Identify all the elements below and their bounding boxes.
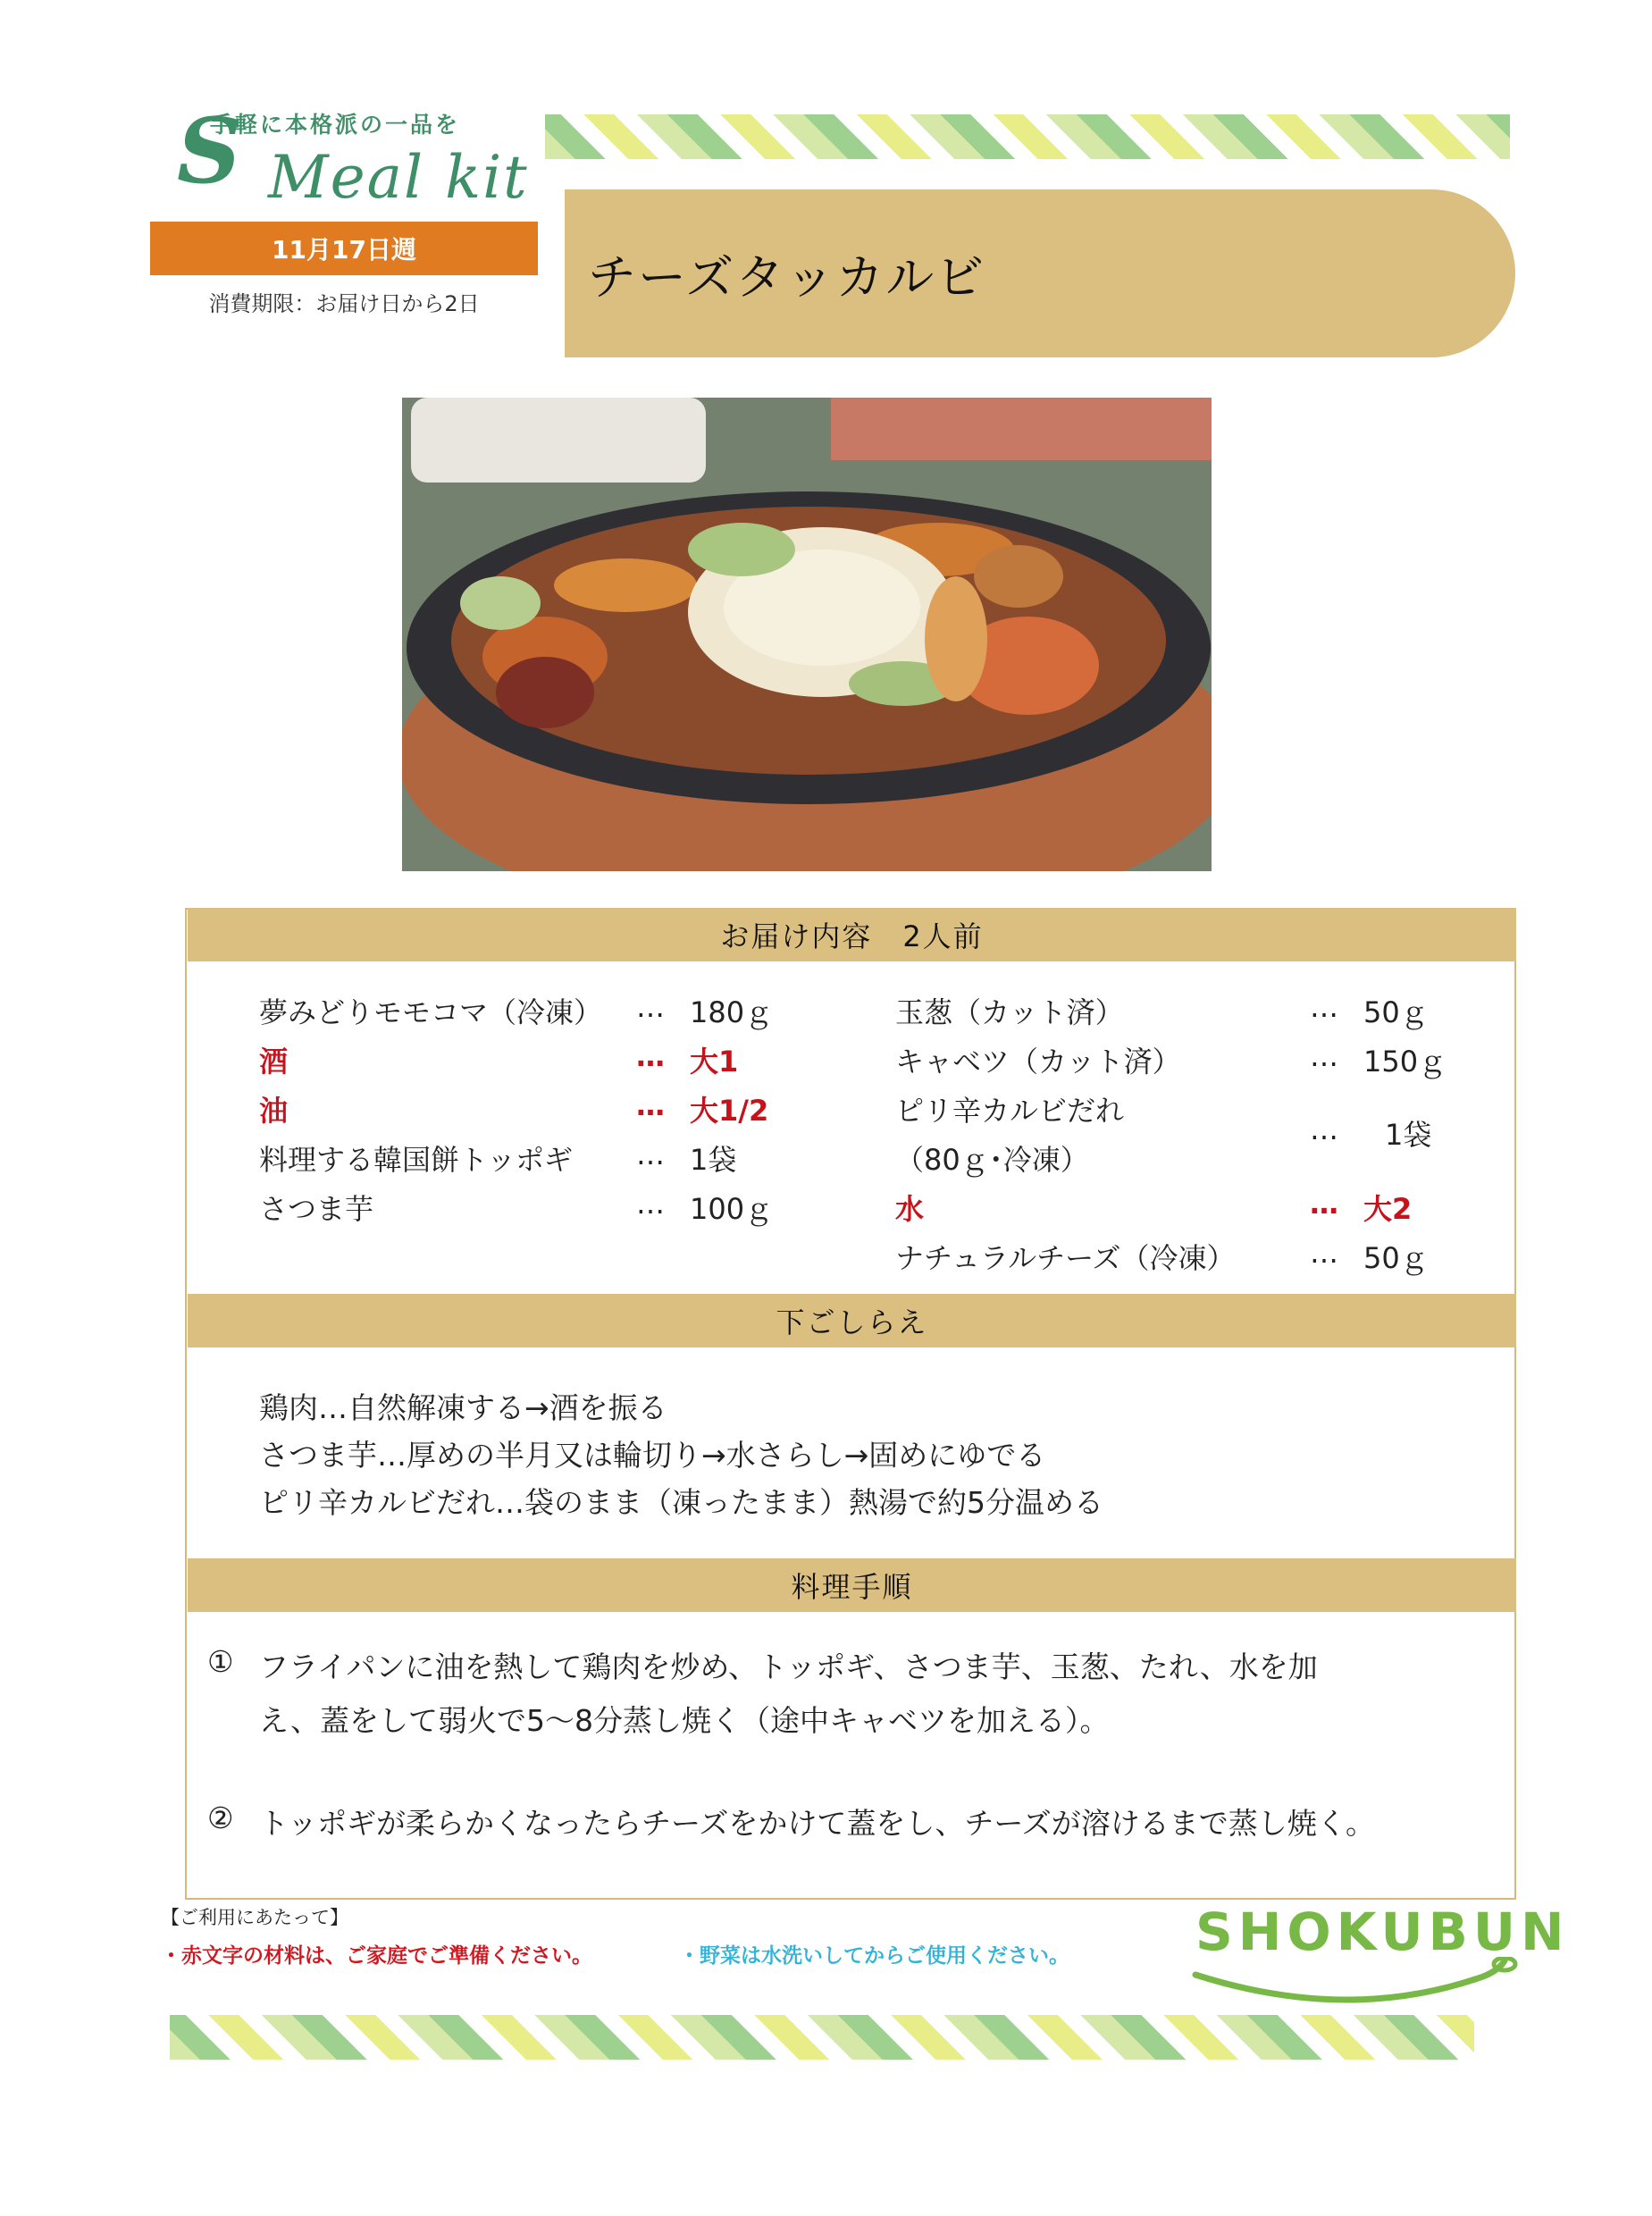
ingredient-dots: …: [1310, 1187, 1338, 1221]
ingredient-amount: 大2: [1363, 1192, 1413, 1226]
ingredient-dots: …: [1310, 1112, 1338, 1146]
recipe-title: チーズタッカルビ: [588, 248, 986, 306]
ingredient-dots: …: [1310, 1236, 1338, 1270]
ingredient-name: 夢みどりモモコマ（冷凍）: [259, 995, 603, 1029]
logo-meal-kit: Meal kit: [268, 143, 529, 212]
steps-heading: 料理手順: [188, 1558, 1516, 1612]
ingredient-name: 玉葱（カット済）: [895, 995, 1124, 1029]
ingredient-dots: …: [636, 1137, 665, 1171]
ingredient-dots: …: [636, 1088, 665, 1122]
step-number: ①: [207, 1644, 234, 1679]
ingredient-name: ナチュラルチーズ（冷凍）: [895, 1241, 1236, 1275]
step-text-cont: え、蓋をして弱火で5～8分蒸し焼く（途中キャベツを加える）。: [259, 1703, 1110, 1738]
prep-line: ピリ辛カルビだれ…袋のまま（凍ったまま）熱湯で約5分温める: [259, 1485, 1103, 1520]
decorative-stripes-top: [545, 114, 1510, 159]
note-wash-vegetables: ・野菜は水洗いしてからご使用ください。: [679, 1944, 1069, 1968]
decorative-stripes-bottom: [170, 2015, 1474, 2060]
ingredient-dots: …: [1310, 1039, 1338, 1073]
step-text: フライパンに油を熱して鶏肉を炒め、トッポギ、さつま芋、玉葱、たれ、水を加: [259, 1649, 1318, 1684]
prep-heading: 下ごしらえ: [188, 1294, 1516, 1347]
ingredient-name: ピリ辛カルビだれ: [895, 1094, 1125, 1128]
ingredient-dots: …: [636, 1187, 665, 1221]
step-text: トッポギが柔らかくなったらチーズをかけて蓋をし、チーズが溶けるまで蒸し焼く。: [259, 1806, 1376, 1841]
ingredient-amount: 50ｇ: [1363, 1241, 1429, 1275]
week-badge: [150, 222, 538, 275]
prep-line: 鶏肉…自然解凍する→酒を振る: [259, 1390, 667, 1425]
brand-swoosh-icon: [1188, 1957, 1528, 2019]
ingredient-amount: 180ｇ: [690, 995, 774, 1029]
logo-tagline: 手軽に本格派の一品を: [210, 112, 461, 138]
ingredient-name: 料理する韓国餅トッポギ: [259, 1143, 574, 1177]
dish-photo: [402, 398, 1212, 871]
ingredient-amount: 50ｇ: [1363, 995, 1429, 1029]
week-label: 11月17日週: [272, 235, 416, 264]
ingredient-amount: 大1: [690, 1045, 739, 1079]
ingredient-name: キャベツ（カット済）: [895, 1045, 1181, 1079]
ingredient-amount: 1袋: [1385, 1118, 1432, 1152]
brand-logo: SHOKUBUN: [1195, 1901, 1570, 1962]
ingredient-amount: 1袋: [690, 1143, 737, 1177]
ingredient-dots: …: [636, 990, 665, 1024]
ingredient-amount: 大1/2: [690, 1094, 769, 1128]
ingredient-dots: …: [1310, 990, 1338, 1024]
expiry-note: 消費期限：お届け日から2日: [208, 291, 480, 316]
ingredient-name: さつま芋: [259, 1192, 374, 1226]
logo-s-mark: S: [177, 98, 242, 204]
step-number: ②: [207, 1800, 234, 1835]
dish-photo-illustration: [402, 398, 1212, 871]
ingredient-amount: 100ｇ: [690, 1192, 774, 1226]
ingredient-name-sub: （80ｇ･冷凍）: [895, 1143, 1089, 1177]
ingredient-name: 水: [895, 1192, 925, 1226]
note-red-ingredients: ・赤文字の材料は、ご家庭でご準備ください。: [161, 1944, 592, 1968]
title-banner: [565, 189, 1515, 357]
ingredient-dots: …: [636, 1039, 665, 1073]
ingredient-name: 油: [259, 1094, 289, 1128]
ingredient-amount: 150ｇ: [1363, 1045, 1447, 1079]
prep-line: さつま芋…厚めの半月又は輪切り→水さらし→固めにゆでる: [259, 1438, 1046, 1473]
notes-heading: 【ご利用にあたって】: [161, 1907, 348, 1928]
ingredient-name: 酒: [259, 1045, 289, 1079]
ingredients-heading: お届け内容 2人前: [188, 908, 1516, 961]
